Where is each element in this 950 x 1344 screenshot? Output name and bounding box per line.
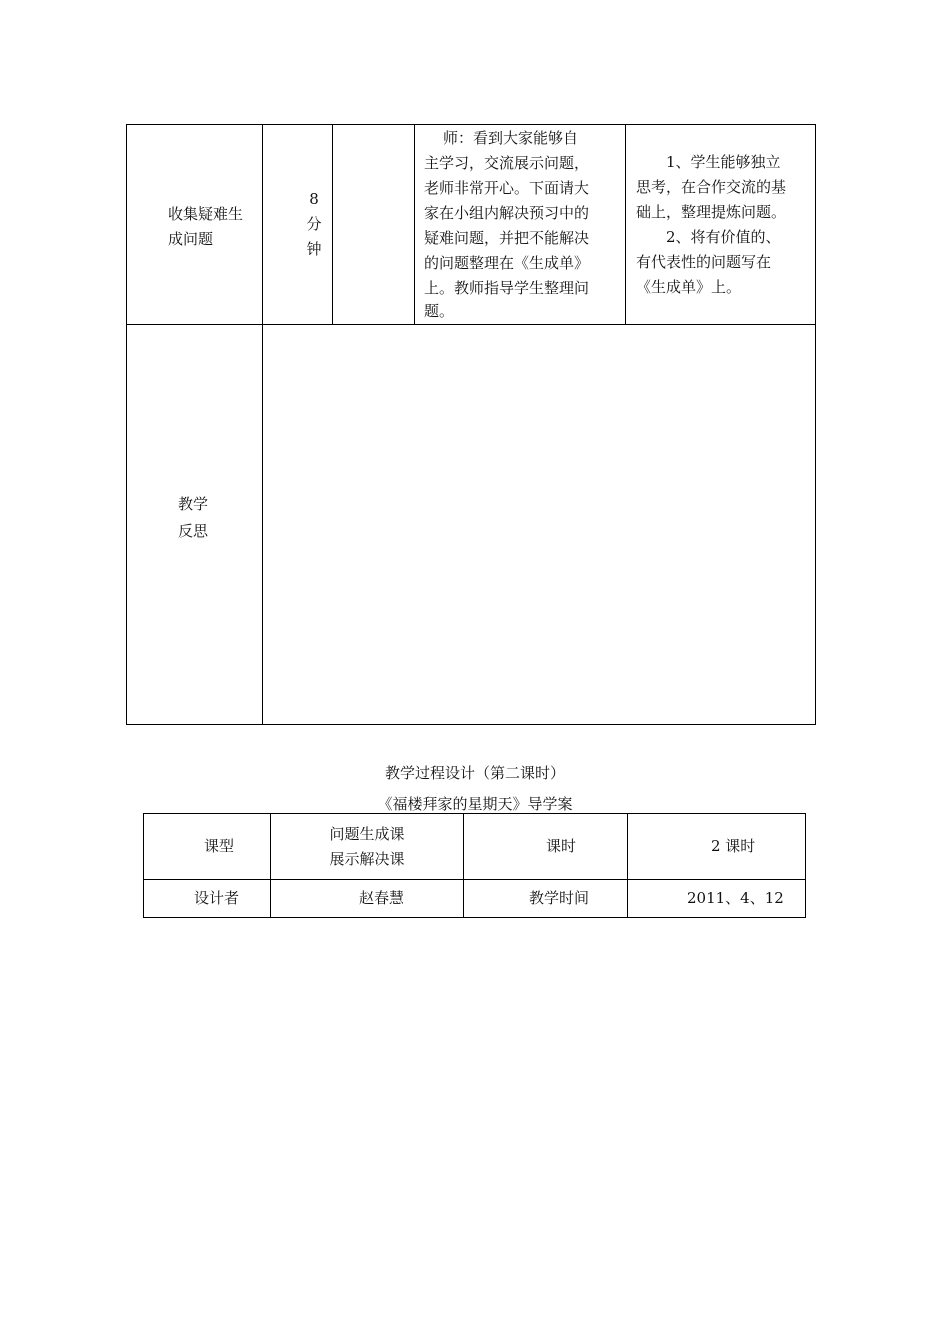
goal-line: 有代表性的问题写在 (636, 253, 772, 271)
teacher-activity-line: 主学习，交流展示问题， (424, 154, 590, 172)
goal-line: 《生成单》上。 (636, 278, 742, 296)
time-number: 8 (309, 190, 319, 208)
table1-row-divider (126, 324, 816, 325)
teacher-activity-line: 老师非常开心。下面请大 (424, 179, 590, 197)
date-label: 教学时间 (529, 889, 590, 907)
lesson-type-value-line1: 问题生成课 (329, 825, 405, 843)
designer-label: 设计者 (194, 889, 240, 907)
teacher-activity-line: 上。教师指导学生整理问 (424, 279, 590, 297)
goal-line: 1、学生能够独立 (666, 153, 781, 171)
goal-line: 2、将有价值的、 (666, 228, 781, 246)
hours-value: 2 课时 (711, 837, 756, 855)
time-unit-line1: 分 (306, 215, 322, 233)
date-value: 2011、4、12 (687, 889, 784, 907)
stage-label-line2: 成问题 (168, 230, 214, 248)
lesson-type-value-line2: 展示解决课 (329, 850, 405, 868)
page-subtitle: 《福楼拜家的星期天》导学案 (377, 795, 573, 813)
time-unit-line2: 钟 (306, 240, 322, 258)
table2-col-divider (627, 813, 628, 918)
table1-col-divider (262, 124, 263, 725)
teacher-activity-line: 题。 (424, 302, 455, 320)
table1-col-divider (625, 124, 626, 324)
reflection-label-line2: 反思 (178, 522, 209, 540)
table2-row-divider (143, 879, 806, 880)
goal-line: 础上，整理提炼问题。 (636, 203, 787, 221)
hours-label: 课时 (546, 837, 577, 855)
designer-value: 赵春慧 (359, 889, 405, 907)
goal-line: 思考，在合作交流的基 (636, 178, 787, 196)
teacher-activity-line: 家在小组内解决预习中的 (424, 204, 590, 222)
teacher-activity-line: 师：看到大家能够自 (443, 129, 579, 147)
teacher-activity-line: 的问题整理在《生成单》 (424, 254, 590, 272)
lesson-type-label: 课型 (204, 837, 235, 855)
table1-col-divider (332, 124, 333, 324)
reflection-label-line1: 教学 (178, 495, 209, 513)
table2-col-divider (463, 813, 464, 918)
table2-col-divider (270, 813, 271, 918)
teacher-activity-line: 疑难问题，并把不能解决 (424, 229, 590, 247)
stage-label-line1: 收集疑难生 (168, 205, 244, 223)
table1-col-divider (414, 124, 415, 324)
page-title: 教学过程设计（第二课时） (384, 764, 565, 782)
